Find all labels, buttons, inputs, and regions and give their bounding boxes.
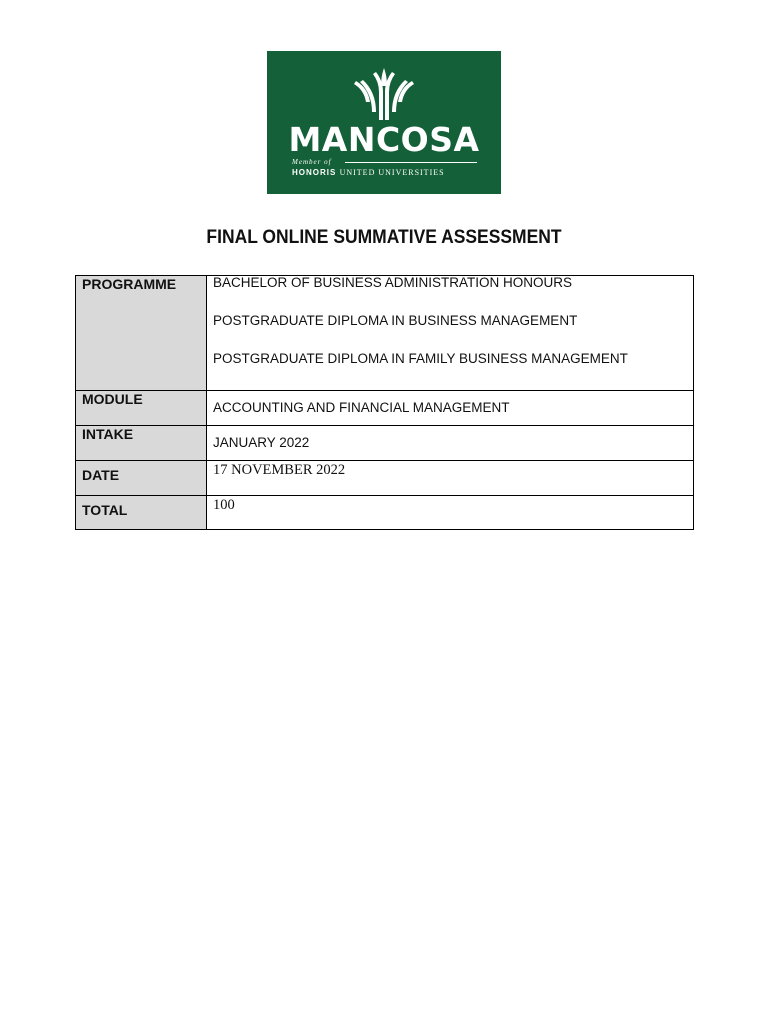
programme-value-3: POSTGRADUATE DIPLOMA IN FAMILY BUSINESS MANAGEMENT	[213, 351, 628, 366]
logo-network	[292, 168, 445, 178]
mancosa-tree-icon	[354, 68, 414, 120]
table-row-total	[76, 496, 694, 530]
module-label: MODULE	[76, 391, 207, 426]
logo-wordmark: MANCOSA	[288, 120, 480, 159]
table-row-intake	[76, 426, 694, 461]
assessment-info-table	[75, 275, 694, 530]
logo-network-strong: HONORIS	[292, 168, 337, 177]
intake-label: INTAKE	[76, 426, 207, 461]
document-title: FINAL ONLINE SUMMATIVE ASSESSMENT	[206, 227, 562, 248]
mancosa-logo	[267, 51, 501, 194]
intake-value: JANUARY 2022	[207, 426, 694, 461]
logo-rule	[345, 162, 477, 163]
date-label: DATE	[76, 461, 207, 496]
total-value: 100	[207, 496, 694, 530]
total-label: TOTAL	[76, 496, 207, 530]
table-row-module	[76, 391, 694, 426]
table-row-programme	[76, 276, 694, 391]
programme-value-2: POSTGRADUATE DIPLOMA IN BUSINESS MANAGEMENT	[213, 313, 578, 328]
module-value: ACCOUNTING AND FINANCIAL MANAGEMENT	[207, 391, 694, 426]
logo-member-of: Member of	[292, 158, 332, 166]
date-value: 17 NOVEMBER 2022	[207, 461, 694, 496]
programme-value-1: BACHELOR OF BUSINESS ADMINISTRATION HONOURS	[213, 275, 573, 290]
logo-network-light: UNITED UNIVERSITIES	[339, 168, 445, 177]
programme-label: PROGRAMME	[76, 276, 207, 391]
programme-values	[207, 276, 694, 391]
table-row-date	[76, 461, 694, 496]
